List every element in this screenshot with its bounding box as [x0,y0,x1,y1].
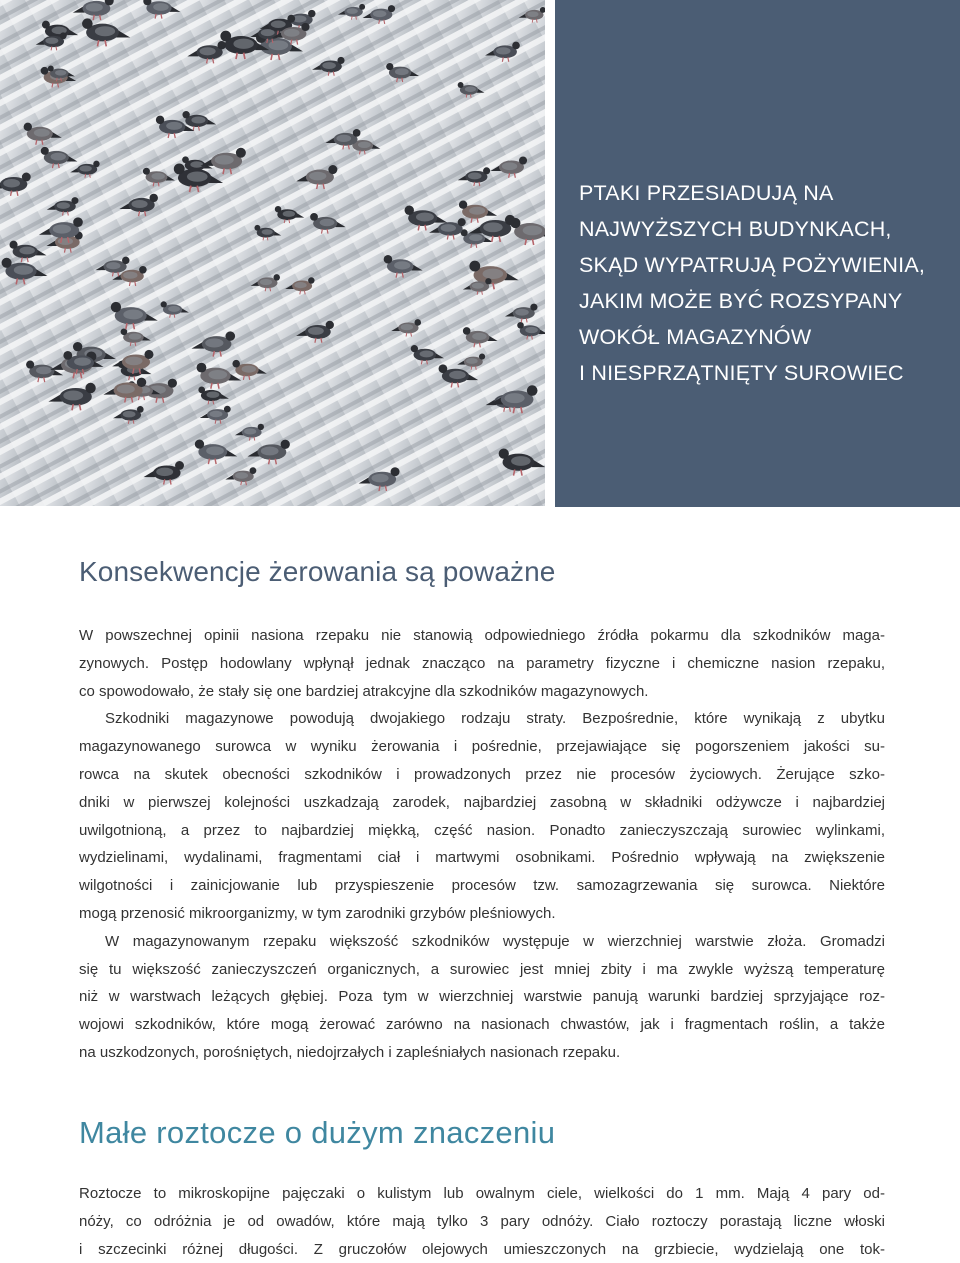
caption-line: I NIESPRZĄTNIĘTY SUROWIEC [579,361,904,385]
section-heading-konsekwencje: Konsekwencje żerowania są poważne [79,556,556,587]
body-line: dniki w pierwszej kolejności uszkadzają zarodek, najbardziej zasobną w składniki odżywcze i najbardziej [79,793,885,811]
section-heading-roztocze: Małe roztocze o dużym znaczeniu [79,1115,556,1150]
body-line: mogą przenosić mikroorganizmy, w tym zarodniki grzybów pleśniowych. [79,904,556,922]
caption-line: SKĄD WYPATRUJĄ POŻYWIENIA, [579,253,926,277]
body-line: wilgotności i zainicjowanie lub przyspieszenie procesów tzw. samozagrzewania się surowca. Niektóre [79,877,885,895]
body-line: magazynowanego surowca w wyniku żerowania i pośrednie, przejawiające się pogorszeniem jakości su- [79,738,885,756]
caption-line: WOKÓŁ MAGAZYNÓW [579,325,812,349]
body-line: uwilgotnioną, a przez to najbardziej miękką, część nasion. Ponadto zanieczyszczają surowiec wylinkami, [79,821,885,839]
pigeons-photo [0,0,545,506]
caption-line: JAKIM MOŻE BYĆ ROZSYPANY [579,289,903,313]
body-line: Szkodniki magazynowe powodują dwojakiego rodzaju straty. Bezpośrednie, które wynikają z ubytku [105,710,885,728]
caption-line: PTAKI PRZESIADUJĄ NA [579,181,834,205]
body-line: Roztocze to mikroskopijne pajęczaki o kulistym lub owalnym ciele, wielkości do 1 mm. Mają 4 pary od- [79,1185,885,1202]
caption-panel [555,0,960,507]
caption-text [579,175,949,391]
body-line: zynowych. Postęp hodowlany wpłynął jednak znacząco na parametry fizyczne i chemiczne nasion rzepaku, [79,654,885,672]
body-line: nóży, co odróżnia je od owadów, które mają tylko 3 pary odnóży. Ciało roztoczy porastają liczne włoski [79,1212,885,1230]
body-line: wydzielinami, wydalinami, fragmentami ciał i martwymi osobnikami. Pośrednio wpływają na zwiększenie [79,849,885,867]
body-line: się tu większość zanieczyszczeń organicznych, a surowiec jest mniej zbity i ma zwykle wyższą temperaturę [79,960,885,978]
body-line: i szczecinki różnej długości. Z gruczołów olejowych umieszczonych na grzbiecie, wydzielają one tok- [79,1240,885,1258]
body-line: W powszechnej opinii nasiona rzepaku nie stanowią odpowiedniego źródła pokarmu dla szkodników maga- [79,627,885,644]
body-line: W magazynowanym rzepaku większość szkodników występuje w wierzchniej warstwie złoża. Gromadzi [105,932,885,950]
body-line: na uszkodzonych, porośniętych, niedojrzałych i zapleśniałych nasionach rzepaku. [79,1043,621,1061]
body-line: rowca na skutek obecności szkodników i prowadzonych przez nie procesów życiowych. Żerujące szko- [79,765,885,783]
section-body-konsekwencje [79,622,885,1067]
body-line: wojowi szkodników, które mogą żerować zarówno na nasionach chwastów, jak i fragmentach roślin, a także [79,1016,885,1034]
body-line: niż w warstwach leżących głębiej. Poza tym w wierzchniej warstwie panują warunki bardziej sprzyjające roz- [79,988,885,1006]
section-body-roztocze [79,1180,885,1263]
caption-line: NAJWYŻSZYCH BUDYNKACH, [579,217,892,241]
body-line: co spowodowało, że stały się one bardziej atrakcyjne dla szkodników magazynowych. [79,682,649,700]
